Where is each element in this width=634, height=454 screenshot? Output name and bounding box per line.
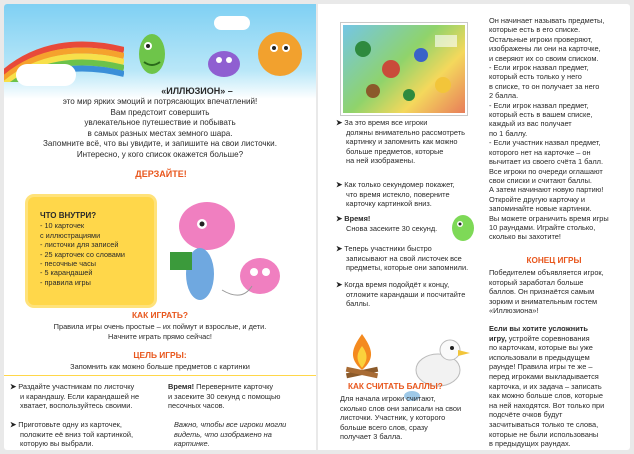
left-page	[4, 4, 316, 450]
step-line: Приготовьте одну из карточек,	[18, 420, 122, 429]
text-line: предметы, которые они запомнили.	[346, 263, 469, 273]
text-line: раунде! Правила игры те же –	[489, 362, 593, 372]
divider	[4, 375, 316, 376]
text-line: отложите карандаши и посчитайте	[346, 289, 466, 299]
text-line: на ней находятся. Вот только при	[489, 400, 605, 410]
text-line: больше предметов, которые	[346, 146, 444, 156]
cloud	[16, 64, 76, 86]
arrow-icon: ➤	[336, 180, 345, 189]
para-end-time	[336, 280, 486, 309]
end-heading: КОНЕЦ ИГРЫ	[526, 256, 582, 265]
arrow-icon: ➤	[336, 244, 345, 253]
text-line: сколько слов они записали на свои	[340, 403, 462, 413]
text-line: карточку картинкой вниз.	[346, 199, 432, 209]
text-line: которые не были использованы	[489, 429, 599, 439]
text-line: - Если игрок назвал предмет,	[489, 63, 589, 73]
text-line: Остальные игроки проверяют,	[489, 34, 593, 44]
text-line: в списке, то он получает за него	[489, 81, 600, 91]
text-line: как можно больше слов, которые	[489, 391, 603, 401]
right-page	[318, 4, 630, 450]
text-line: засчитываться только те слова,	[489, 419, 599, 429]
text-line: За это время все игроки	[344, 118, 428, 127]
step-line: которую вы выбрали.	[20, 439, 94, 449]
text-line: которые есть в его списке.	[489, 25, 581, 35]
text-line: сколько вы захотите!	[489, 232, 561, 242]
orange-creature-icon	[250, 24, 310, 84]
arrow-icon: ➤	[10, 382, 19, 391]
text-line: Теперь участники быстро	[344, 244, 432, 253]
intro-line: увлекательное путешествие и побывать	[84, 118, 236, 128]
para-flip	[336, 180, 486, 209]
text-line: 10 раундами. Играйте столько,	[489, 222, 596, 232]
intro-line: в самых разных местах земного шара.	[87, 128, 233, 138]
score-heading: КАК СЧИТАТЬ БАЛЛЫ?	[348, 382, 443, 391]
cloud	[214, 16, 250, 30]
text-line: получает 3 балла.	[340, 432, 403, 442]
how-heading: КАК ИГРАТЬ?	[131, 310, 189, 320]
text-line: зорким и внимательным гостем	[489, 296, 598, 306]
note-line: картинке.	[174, 439, 210, 449]
intro-line: Вам предстоит совершить	[110, 107, 210, 117]
text-line: Когда время подойдёт к концу,	[344, 280, 450, 289]
intro-text	[14, 97, 306, 161]
step-line: Раздайте участникам по листочку	[18, 382, 135, 391]
scene-illustration	[343, 25, 465, 113]
text-line: который есть в вашем списке,	[489, 110, 593, 120]
text-line: каждый из вас получает	[489, 119, 572, 129]
scoring-rules	[489, 16, 629, 242]
campfire-icon	[342, 330, 382, 380]
how-line: Начните играть прямо сейчас!	[108, 331, 212, 341]
text-line: карточка, и их задача – записать	[489, 381, 602, 391]
time-line: Переверните карточку	[194, 382, 274, 391]
text-line: листочки. Участник, у которого	[340, 413, 446, 423]
text-line: А затем начинают новую партию!	[489, 185, 604, 195]
goal-heading: ЦЕЛЬ ИГРЫ:	[133, 350, 187, 360]
text-line: баллы.	[346, 299, 371, 309]
score-text	[340, 394, 490, 442]
pink-character-illustration	[162, 194, 292, 306]
arrow-icon: ➤	[336, 118, 345, 127]
text-line: свои списки и считают баллы.	[489, 175, 592, 185]
time-heading: Время!	[344, 214, 371, 223]
game-card-picture	[341, 23, 467, 115]
text-line: баллов. Он признаётся самым	[489, 287, 595, 297]
box-item: - правила игры	[40, 277, 91, 287]
text-line: Вы можете ограничить время игры	[489, 213, 609, 223]
note-line: Важно, чтобы все игроки могли	[174, 420, 287, 429]
intro-line: это мир ярких эмоций и потрясающих впечатлений!	[62, 97, 258, 106]
intro-line: Интересно, у кого список окажется больше?	[76, 149, 244, 159]
step-prepare	[10, 420, 160, 449]
time-heading: Время!	[168, 382, 195, 391]
text-line: в предыдущих раундах.	[489, 439, 571, 449]
end-text	[489, 268, 629, 316]
time-line: и засеките 30 секунд с помощью	[168, 391, 281, 401]
step-line: и карандашу. Если карандашей не	[20, 391, 140, 401]
note-text	[174, 420, 314, 449]
text-line: устройте соревнования	[506, 333, 590, 343]
text-line: перед игроками выкладывается	[489, 371, 599, 381]
text-line: Откройте другую карточку и	[489, 194, 585, 204]
how-text	[8, 322, 312, 342]
advanced-heading: Если вы хотите усложнить	[489, 324, 588, 333]
box-item: - песочные часы	[40, 259, 97, 269]
text-line: вычитает из своего счёта 1 балл.	[489, 157, 604, 167]
note-line: видеть, что изображено на	[174, 429, 272, 439]
text-line: - Если участник назвал предмет,	[489, 138, 601, 148]
step-time	[168, 382, 314, 411]
box-item: - листочки для записей	[40, 240, 119, 250]
sky-header	[4, 4, 316, 99]
text-line: Снова засеките 30 секунд.	[346, 223, 438, 233]
text-line: Как только секундомер покажет,	[344, 180, 455, 189]
box-item: - 25 карточек со словами	[40, 249, 125, 259]
box-contents	[28, 197, 154, 305]
text-line: на ней изображены.	[346, 156, 416, 166]
box-item: - 10 карточек	[40, 221, 85, 231]
text-line: Он начинает называть предметы,	[489, 16, 605, 25]
text-line: запоминайте новые картинки.	[489, 204, 592, 214]
para-time	[336, 214, 466, 233]
text-line: 2 балла.	[489, 91, 519, 101]
green-creature-icon	[448, 210, 478, 244]
text-line: и сверяют их со своим списком.	[489, 53, 599, 63]
arrow-icon: ➤	[336, 280, 345, 289]
dare-heading: ДЕРЗАЙТЕ!	[135, 169, 187, 179]
text-line: картинку и запомнить как можно	[346, 137, 458, 147]
step-line: хватает, воспользуйтесь своими.	[20, 401, 133, 411]
text-line: которого нет на карточке – он	[489, 147, 591, 157]
text-line: изображены ли они на карточке,	[489, 44, 601, 54]
box-list	[40, 211, 125, 287]
time-line: песочных часов.	[168, 401, 225, 411]
text-line: что время истекло, поверните	[346, 189, 450, 199]
text-line: - Если игрок назвал предмет,	[489, 100, 589, 110]
text-line: который есть только у него	[489, 72, 582, 82]
text-line: больше всего слов, сразу	[340, 422, 428, 432]
purple-creature-icon	[204, 44, 244, 80]
arrow-icon: ➤	[10, 420, 19, 429]
text-line: Для начала игроки считают,	[340, 394, 436, 403]
para-write	[336, 244, 486, 273]
text-line: по карточкам, которые вы уже	[489, 343, 593, 353]
text-line: который заработал больше	[489, 277, 584, 287]
para-look	[336, 118, 486, 166]
advanced-heading: игру,	[489, 333, 507, 343]
text-line: по 1 баллу.	[489, 128, 528, 138]
box-title: ЧТО ВНУТРИ?	[40, 211, 97, 220]
green-monster-icon	[134, 20, 170, 76]
text-line: Победителем объявляется игрок,	[489, 268, 604, 277]
text-line: подсчёте очков будут	[489, 410, 563, 420]
arrow-icon: ➤	[336, 214, 345, 223]
text-line: записывают на свой листочек все	[346, 253, 462, 263]
intro-line: Запомните всё, что вы увидите, и запишите на свои листочки.	[43, 139, 277, 149]
how-line: Правила игры очень простые – их поймут и взрослые, и дети.	[53, 322, 267, 331]
step-line: положите её вниз той картинкой,	[20, 429, 134, 439]
box-item: - 5 карандашей	[40, 268, 93, 278]
box-item: с иллюстрациями	[40, 230, 101, 240]
step-distribute	[10, 382, 160, 411]
advanced-rules	[489, 324, 629, 449]
text-line: должны внимательно рассмотреть	[346, 127, 465, 137]
goal-text: Запомнить как можно больше предметов с картинки	[70, 362, 250, 371]
text-line: «Иллюзиона»!	[489, 306, 539, 316]
game-title: «ИЛЛЮЗИОН» –	[161, 86, 233, 96]
text-line: Все игроки по очереди оглашают	[489, 166, 603, 176]
text-line: использовали в предыдущем	[489, 352, 590, 362]
